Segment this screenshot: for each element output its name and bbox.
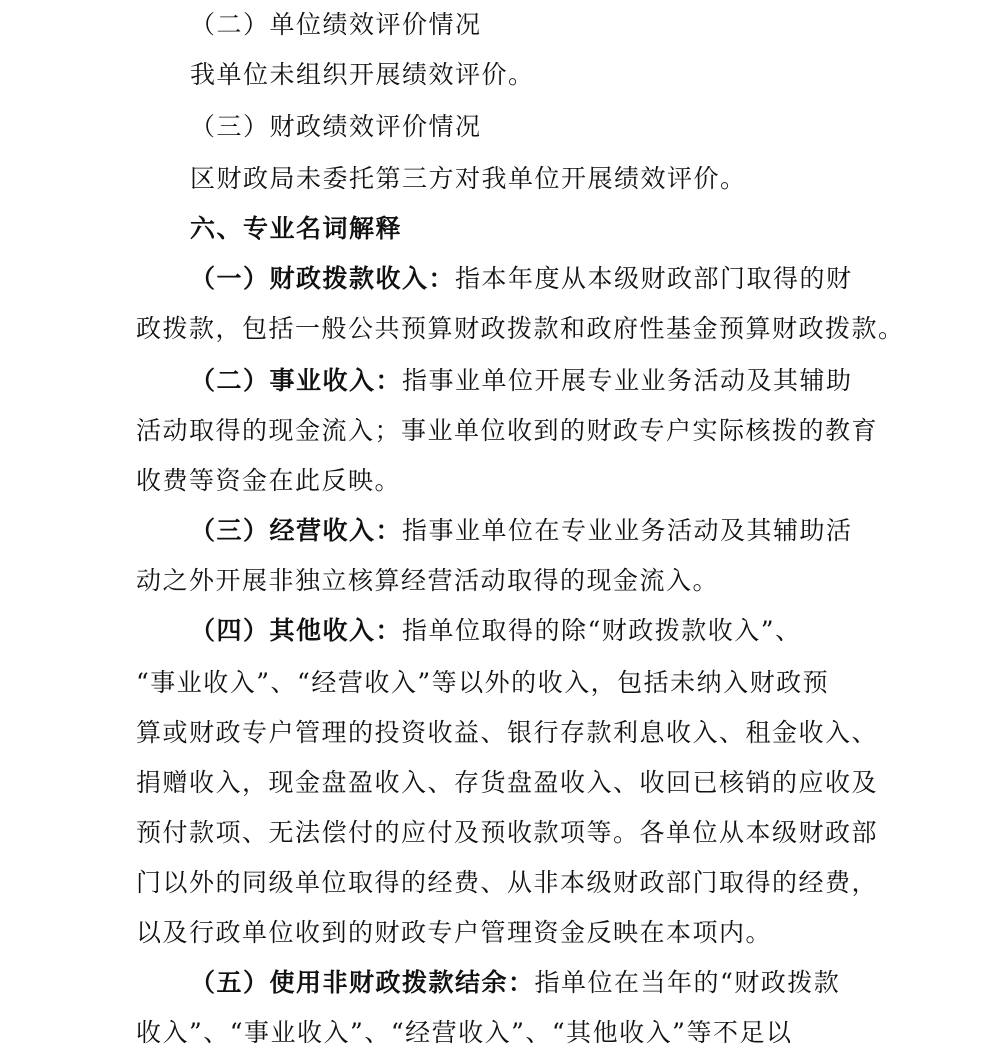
paragraph-line xyxy=(136,464,896,498)
paragraph-text: 收费等资金在此反映。 xyxy=(136,466,402,495)
paragraph-text: 我单位未组织开展绩效评价。 xyxy=(190,60,535,89)
subheading-text: （二）单位绩效评价情况 xyxy=(190,10,482,39)
paragraph-text: 捐赠收入，现金盘盈收入、存货盘盈收入、收回已核销的应收及 xyxy=(136,768,879,797)
paragraph-text: 算或财政专户管理的投资收益、银行存款利息收入、租金收入、 xyxy=(136,718,879,747)
paragraph-line xyxy=(136,766,896,800)
section-heading-text: 六、专业名词解释 xyxy=(190,214,403,243)
definition-term: （四）其他收入： xyxy=(190,616,403,645)
definition-term: （五）使用非财政拨款结余： xyxy=(190,968,535,997)
paragraph-line xyxy=(190,162,950,196)
definition-term: （二）事业收入： xyxy=(190,366,403,395)
paragraph-line xyxy=(136,564,896,598)
subheading-finance-evaluation xyxy=(190,110,950,144)
paragraph-line xyxy=(136,916,896,950)
paragraph-line xyxy=(136,716,896,750)
subheading-text: （三）财政绩效评价情况 xyxy=(190,112,482,141)
subheading-unit-evaluation xyxy=(190,8,950,42)
paragraph-text: 动之外开展非独立核算经营活动取得的现金流入。 xyxy=(136,566,720,595)
definition-line xyxy=(190,514,950,548)
definition-line xyxy=(190,966,950,1000)
paragraph-line xyxy=(136,666,896,700)
definition-text: 指事业单位在专业业务活动及其辅助活 xyxy=(402,516,853,545)
definition-text: 指事业单位开展专业业务活动及其辅助 xyxy=(402,366,853,395)
paragraph-line xyxy=(190,58,950,92)
paragraph-text: 以及行政单位收到的财政专户管理资金反映在本项内。 xyxy=(136,918,773,947)
paragraph-text: “事业收入”、“经营收入”等以外的收入，包括未纳入财政预 xyxy=(136,668,830,697)
paragraph-text: 区财政局未委托第三方对我单位开展绩效评价。 xyxy=(190,164,747,193)
paragraph-text: 收入”、“事业收入”、“经营收入”、“其他收入”等不足以 xyxy=(136,1018,793,1047)
definition-text: 指单位取得的除“财政拨款收入”、 xyxy=(402,616,802,645)
paragraph-text: 活动取得的现金流入；事业单位收到的财政专户实际核拨的教育 xyxy=(136,416,879,445)
paragraph-line xyxy=(136,414,896,448)
paragraph-text: 门以外的同级单位取得的经费、从非本级财政部门取得的经费， xyxy=(136,868,879,897)
definition-text: 指本年度从本级财政部门取得的财 xyxy=(455,264,853,293)
paragraph-text: 政拨款，包括一般公共预算财政拨款和政府性基金预算财政拨款。 xyxy=(136,314,905,343)
definition-line xyxy=(190,262,950,296)
definition-term: （一）财政拨款收入： xyxy=(190,264,456,293)
paragraph-line xyxy=(136,1016,896,1050)
paragraph-line xyxy=(136,866,896,900)
paragraph-text: 预付款项、无法偿付的应付及预收款项等。各单位从本级财政部 xyxy=(136,818,879,847)
definition-text: 指单位在当年的“财政拨款 xyxy=(534,968,841,997)
paragraph-line xyxy=(136,816,896,850)
section-heading xyxy=(190,212,950,246)
definition-line xyxy=(190,364,950,398)
definition-line xyxy=(190,614,950,648)
paragraph-line xyxy=(136,312,905,346)
definition-term: （三）经营收入： xyxy=(190,516,403,545)
